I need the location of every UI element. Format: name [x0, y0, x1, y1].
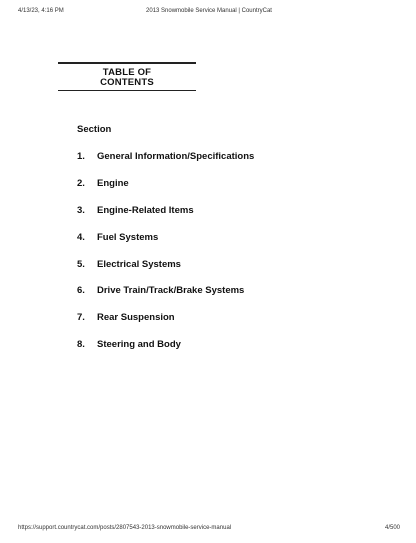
section-heading: Section	[77, 124, 112, 135]
toc-item-label: Engine	[97, 177, 129, 189]
toc-title-line-2: CONTENTS	[100, 77, 154, 88]
toc-item-number: 8.	[77, 339, 85, 351]
print-header	[18, 8, 400, 18]
toc-item-rear-suspension[interactable]	[77, 312, 254, 339]
print-page-number: 4/500	[384, 525, 400, 531]
toc-list	[77, 151, 254, 366]
toc-item-fuel-systems[interactable]	[77, 232, 254, 259]
toc-item-number: 3.	[77, 204, 85, 216]
toc-item-number: 7.	[77, 312, 85, 324]
toc-item-electrical-systems[interactable]	[77, 259, 254, 286]
print-page-title: 2013 Snowmobile Service Manual | CountryCat	[146, 8, 272, 14]
toc-item-label: General Information/Specifications	[97, 151, 255, 162]
print-url: https://support.countrycat.com/posts/2807543-2013-snowmobile-service-manual	[18, 525, 232, 531]
toc-item-number: 5.	[77, 258, 85, 270]
toc-item-label: Rear Suspension	[97, 312, 175, 324]
toc-item-number: 6.	[77, 285, 85, 297]
toc-item-number: 1.	[77, 151, 85, 162]
toc-item-engine[interactable]	[77, 178, 254, 205]
toc-item-number: 4.	[77, 231, 85, 243]
toc-item-general-information[interactable]	[77, 151, 254, 178]
toc-item-label: Drive Train/Track/Brake Systems	[97, 285, 245, 297]
toc-item-steering-and-body[interactable]	[77, 339, 254, 366]
toc-title	[58, 62, 196, 91]
toc-item-engine-related-items[interactable]	[77, 205, 254, 232]
toc-item-label: Fuel Systems	[97, 231, 159, 243]
toc-item-number: 2.	[77, 177, 85, 189]
toc-item-label: Engine-Related Items	[97, 204, 194, 216]
toc-item-label: Steering and Body	[97, 339, 181, 351]
toc-item-label: Electrical Systems	[97, 258, 181, 270]
toc-title-line-1: TABLE OF	[102, 67, 152, 78]
toc-item-drive-train[interactable]	[77, 285, 254, 312]
print-footer	[18, 525, 400, 535]
print-datetime: 4/13/23, 4:16 PM	[18, 8, 64, 14]
